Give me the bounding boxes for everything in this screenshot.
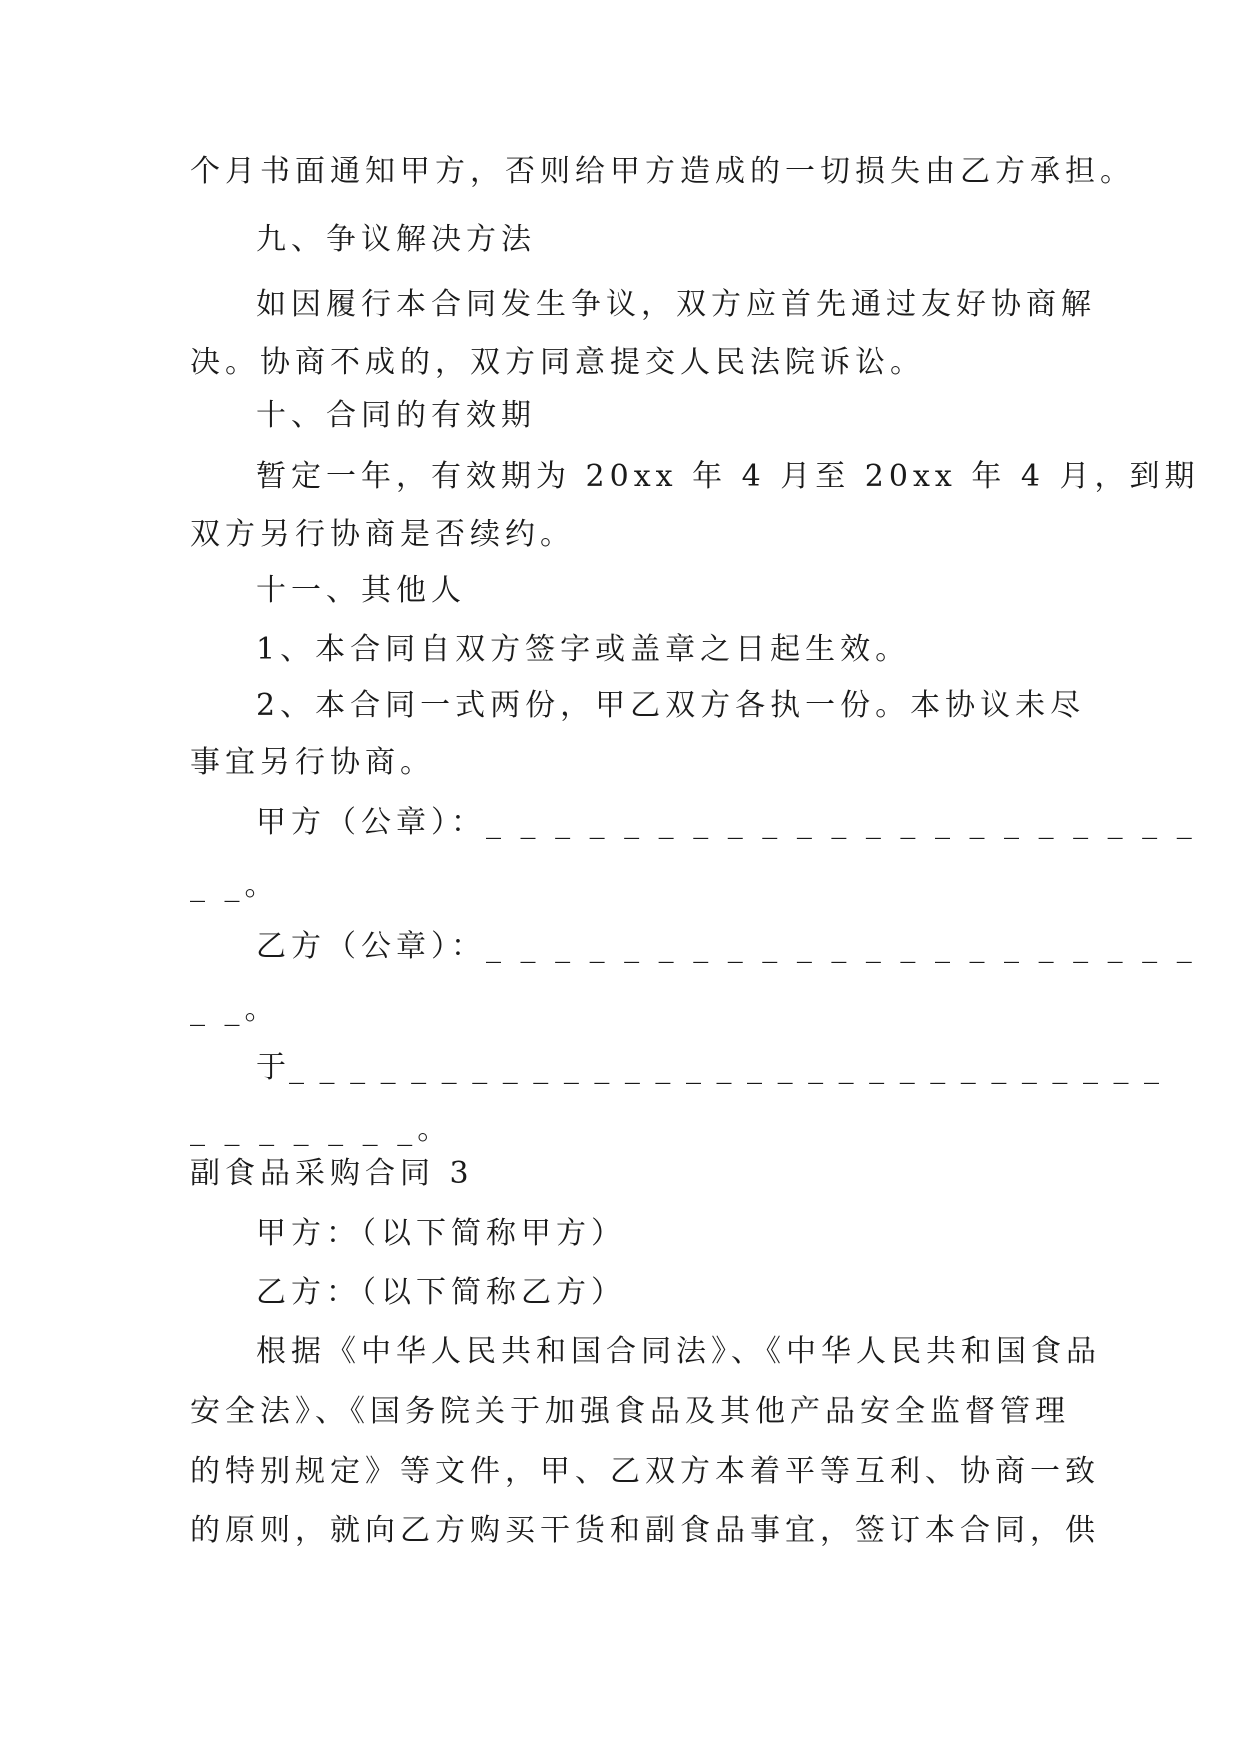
- paragraph-line: 根据《中华人民共和国合同法》、《中华人民共和国食品: [256, 1334, 1101, 1369]
- paragraph-line: 安全法》、《国务院关于加强食品及其他产品安全监督管理: [190, 1394, 1070, 1429]
- paragraph-line: 如因履行本合同发生争议，双方应首先通过友好协商解: [256, 287, 1096, 322]
- paragraph-line: 暂定一年，有效期为 20xx 年 4 月至 20xx 年 4 月，到期: [256, 459, 1200, 494]
- section-heading-11: 十一、其他人: [256, 573, 466, 608]
- paragraph-line: 个月书面通知甲方，否则给甲方造成的一切损失由乙方承担。: [190, 154, 1135, 189]
- paragraph-line: 双方另行协商是否续约。: [190, 517, 575, 552]
- party-a-seal-line: 甲方（公章）：_ _ _ _ _ _ _ _ _ _ _ _ _ _ _ _ _ _ _ _ _: [256, 805, 1197, 840]
- section-heading-10: 十、合同的有效期: [256, 398, 536, 433]
- section-heading-9: 九、争议解决方法: [256, 222, 536, 257]
- paragraph-line: 事宜另行协商。: [190, 745, 435, 780]
- party-a-seal-line-end: _ _。: [190, 868, 280, 903]
- party-b-seal-line-end: _ _。: [190, 992, 280, 1027]
- party-a-line: 甲方：（以下简称甲方）: [256, 1216, 626, 1251]
- date-place-line: 于_ _ _ _ _ _ _ _ _ _ _ _ _ _ _ _ _ _ _ _ _ _ _ _ _ _ _ _ _: [256, 1050, 1163, 1085]
- party-b-seal-line: 乙方（公章）：_ _ _ _ _ _ _ _ _ _ _ _ _ _ _ _ _ _ _ _ _: [256, 929, 1197, 964]
- date-place-line-end: _ _ _ _ _ _ _。: [190, 1112, 453, 1147]
- paragraph-line: 决。协商不成的，双方同意提交人民法院诉讼。: [190, 345, 925, 380]
- paragraph-line: 2、本合同一式两份，甲乙双方各执一份。本协议未尽: [256, 688, 1086, 723]
- party-b-line: 乙方：（以下简称乙方）: [256, 1275, 626, 1310]
- contract-title: 副食品采购合同 3: [190, 1156, 474, 1191]
- paragraph-line: 1、本合同自双方签字或盖章之日起生效。: [256, 632, 911, 667]
- paragraph-line: 的原则，就向乙方购买干货和副食品事宜，签订本合同，供: [190, 1513, 1100, 1548]
- paragraph-line: 的特别规定》等文件，甲、乙双方本着平等互利、协商一致: [190, 1454, 1100, 1489]
